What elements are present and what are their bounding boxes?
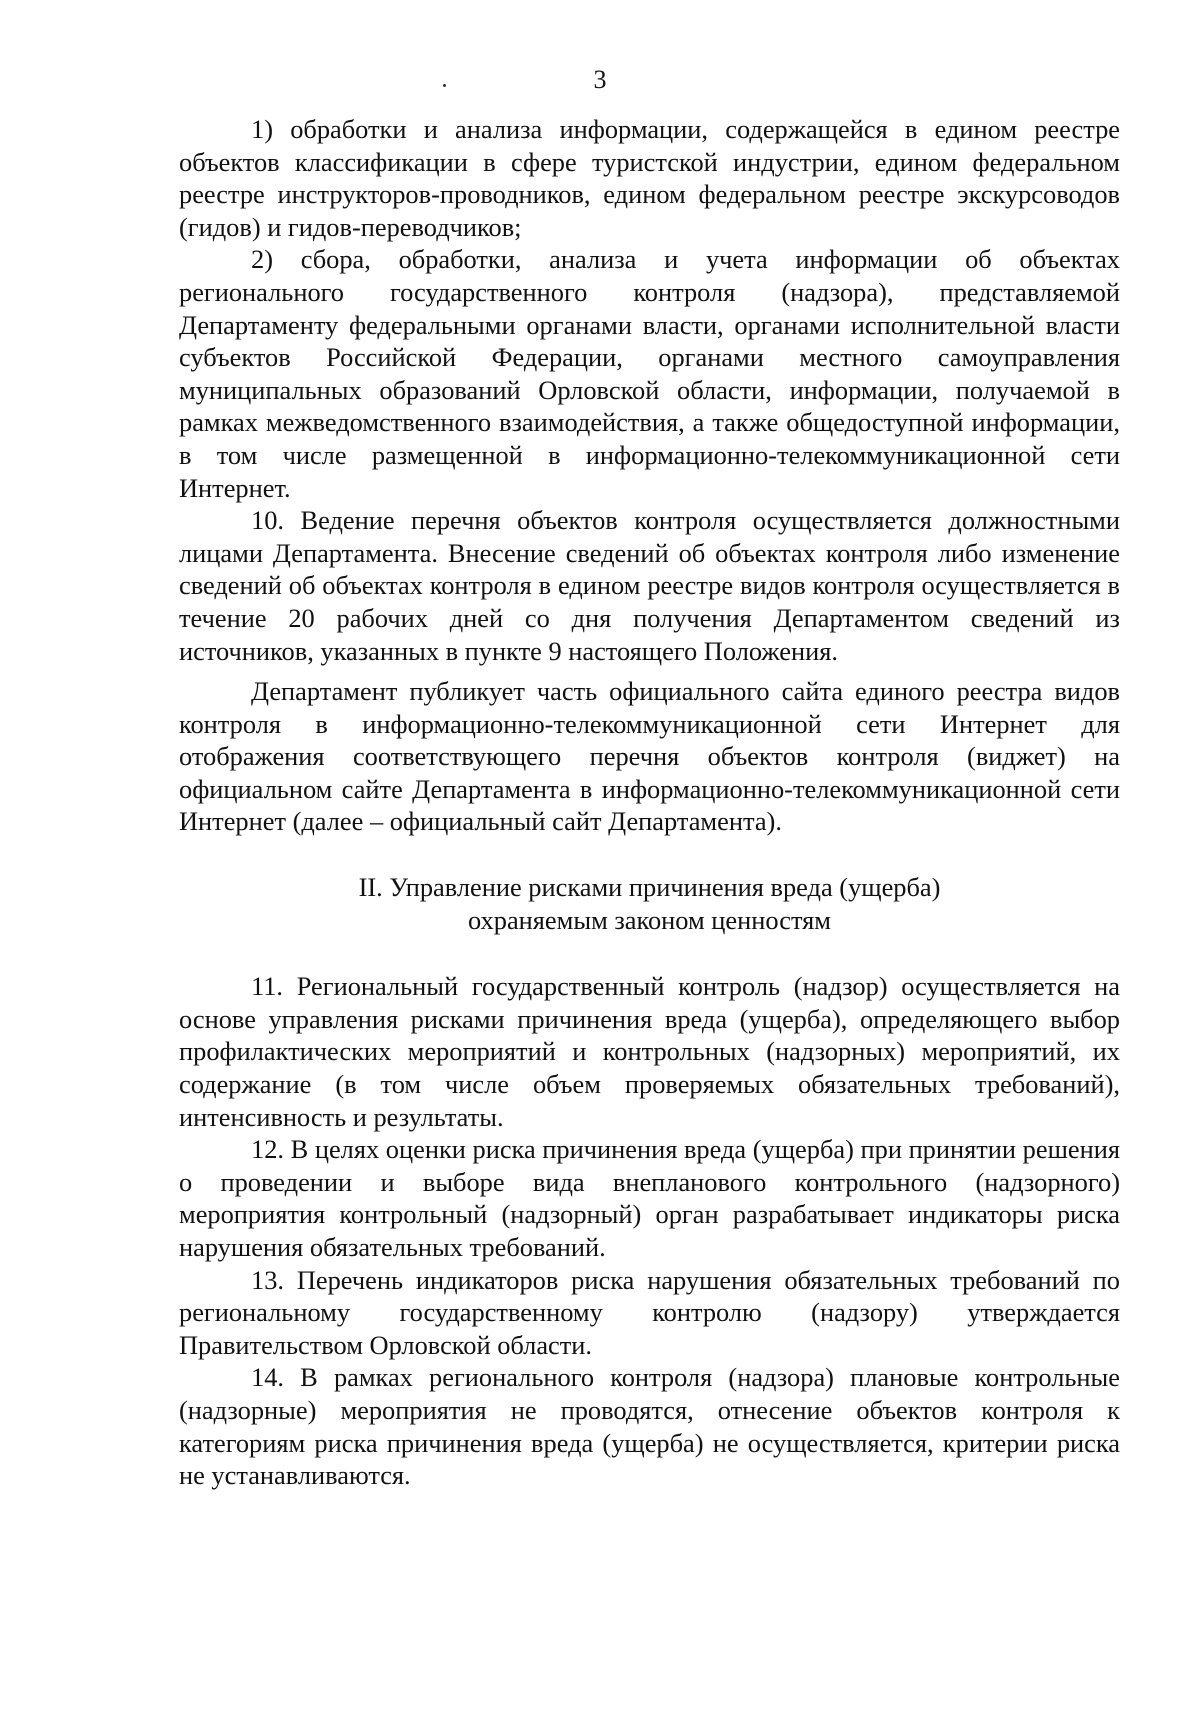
paragraph-item-1: 1) обработки и анализа информации, содержащейся в едином реестре объектов классификации в сфере туристской индустрии, едином федеральном реестре инструкторов-проводников, едином федеральном реестре экскурсоводов (гидов) и гидов-переводчиков; — [179, 114, 1120, 242]
page-number: 3 — [593, 65, 607, 94]
paragraph-item-2: 2) сбора, обработки, анализа и учета информации об объектах регионального государственного контроля (надзора), представляемой Департаменту федеральными органами власти, органами исполнительной власти субъектов Российской Федерации, органами местного самоуправления муниципальных образований Орловской области, информации, получаемой в рамках межведомственного взаимодействия, а также общедоступной информации, в том числе размещенной в информационно-телекоммуникационной сети Интернет. — [179, 244, 1120, 503]
paragraph-12: 12. В целях оценки риска причинения вреда (ущерба) при принятии решения о проведении и выборе вида внепланового контрольного (надзорного) мероприятия контрольный (надзорный) орган разрабатывает индикаторы риска нарушения обязательных требований. — [179, 1134, 1120, 1262]
scan-speck — [443, 84, 446, 87]
paragraph-10: 10. Ведение перечня объектов контроля осуществляется должностными лицами Департамента. Внесение сведений об объектах контроля либо изменение сведений об объектах контроля в едином реестре видов контроля осуществляется в течение 20 рабочих дней со дня получения Департаментом сведений из источников, указанных в пункте 9 настоящего Положения. — [179, 505, 1120, 666]
section-heading-line-2: охраняемым законом ценностям — [468, 904, 831, 935]
paragraph-publication: Департамент публикует часть официального сайта единого реестра видов контроля в информационно-телекоммуникационной сети Интернет для отображения соответствующего перечня объектов контроля (виджет) на официальном сайте Департамента в информационно-телекоммуникационной сети Интернет (далее – официальный сайт Департамента). — [179, 676, 1120, 837]
paragraph-11: 11. Региональный государственный контроль (надзор) осуществляется на основе управления рисками причинения вреда (ущерба), определяющего выбор профилактических мероприятий и контрольных (надзорных) мероприятий, их содержание (в том числе объем проверяемых обязательных требований), интенсивность и результаты. — [179, 971, 1120, 1132]
paragraph-13: 13. Перечень индикаторов риска нарушения обязательных требований по региональному государственному контролю (надзору) утверждается Правительством Орловской области. — [179, 1264, 1120, 1360]
section-heading-line-1: II. Управление рисками причинения вреда (ущерба) — [358, 872, 941, 903]
section-heading — [179, 871, 1120, 936]
paragraph-14: 14. В рамках регионального контроля (надзора) плановые контрольные (надзорные) мероприятия не проводятся, отнесение объектов контроля к категориям риска причинения вреда (ущерба) не осуществляется, критерии риска не устанавливаются. — [179, 1362, 1120, 1491]
document-body — [179, 113, 1120, 1492]
